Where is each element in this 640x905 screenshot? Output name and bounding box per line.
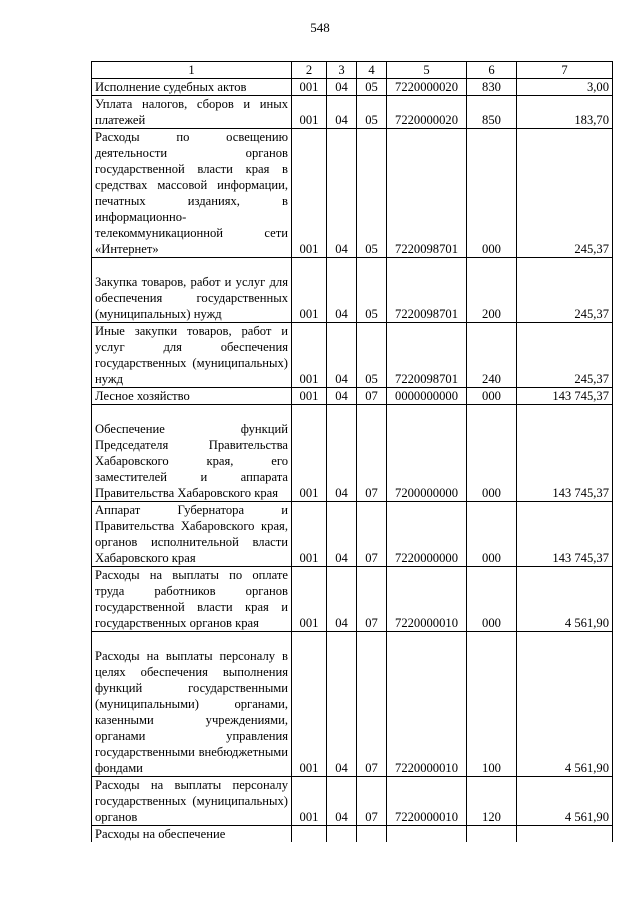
table-row (92, 96, 613, 129)
row-section-cell: 04 (327, 502, 357, 567)
row-section-cell: 04 (327, 632, 357, 777)
row-section-cell: 04 (327, 258, 357, 323)
row-section-cell: 04 (327, 388, 357, 405)
row-target-article-cell: 7220000020 (387, 79, 467, 96)
header-col-1: 1 (92, 62, 292, 79)
header-col-4: 4 (357, 62, 387, 79)
header-col-5: 5 (387, 62, 467, 79)
row-name-cell: Расходы по освещению деятельности органов государственной власти края в средствах массовой информации, печатных изданиях, в информационно-телекоммуникационной сети «Интернет» (92, 129, 292, 258)
row-expense-type-cell: 000 (467, 129, 517, 258)
row-name-cell: Обеспечение функций Председателя Правительства Хабаровского края, его заместителей и аппарата Правительства Хабаровского края (92, 405, 292, 502)
row-expense-type-cell: 000 (467, 388, 517, 405)
row-target-article-cell: 7220098701 (387, 258, 467, 323)
row-name-cell: Уплата налогов, сборов и иных платежей (92, 96, 292, 129)
row-section-cell: 04 (327, 405, 357, 502)
row-subsection-cell: 05 (357, 79, 387, 96)
row-section-cell: 04 (327, 96, 357, 129)
row-expense-type-cell: 100 (467, 632, 517, 777)
row-name-cell: Расходы на выплаты персоналу в целях обеспечения выполнения функций государственными (муниципальными) органами, казенными учреждениями, органами управления государственными внебюджетными фондами (92, 632, 292, 777)
row-section-cell (327, 826, 357, 843)
row-code-cell: 001 (292, 79, 327, 96)
row-code-cell: 001 (292, 258, 327, 323)
header-col-3: 3 (327, 62, 357, 79)
row-subsection-cell: 05 (357, 323, 387, 388)
row-expense-type-cell: 000 (467, 405, 517, 502)
row-amount-cell: 183,70 (517, 96, 613, 129)
page-number: 548 (310, 20, 330, 35)
table-row (92, 388, 613, 405)
row-subsection-cell: 07 (357, 405, 387, 502)
row-target-article-cell: 7220000020 (387, 96, 467, 129)
table-row (92, 567, 613, 632)
row-amount-cell: 143 745,37 (517, 405, 613, 502)
row-section-cell: 04 (327, 79, 357, 96)
row-target-article-cell: 7220098701 (387, 323, 467, 388)
row-amount-cell: 245,37 (517, 258, 613, 323)
row-name-cell: Лесное хозяйство (92, 388, 292, 405)
row-name-cell: Закупка товаров, работ и услуг для обеспечения государственных (муниципальных) нужд (92, 258, 292, 323)
row-code-cell: 001 (292, 323, 327, 388)
table-row (92, 258, 613, 323)
row-amount-cell: 4 561,90 (517, 632, 613, 777)
row-code-cell: 001 (292, 567, 327, 632)
row-expense-type-cell: 850 (467, 96, 517, 129)
row-amount-cell: 4 561,90 (517, 567, 613, 632)
row-code-cell (292, 826, 327, 843)
row-subsection-cell: 05 (357, 96, 387, 129)
row-target-article-cell: 7200000000 (387, 405, 467, 502)
header-col-7: 7 (517, 62, 613, 79)
row-subsection-cell: 05 (357, 129, 387, 258)
row-expense-type-cell: 120 (467, 777, 517, 826)
row-subsection-cell: 07 (357, 502, 387, 567)
row-code-cell: 001 (292, 129, 327, 258)
row-expense-type-cell: 200 (467, 258, 517, 323)
row-subsection-cell: 07 (357, 777, 387, 826)
table-row (92, 826, 613, 843)
row-name-cell: Расходы на обеспечение (92, 826, 292, 843)
row-target-article-cell: 7220000010 (387, 567, 467, 632)
row-name-cell: Расходы на выплаты персоналу государственных (муниципальных) органов (92, 777, 292, 826)
table-header-row (92, 62, 613, 79)
row-subsection-cell (357, 826, 387, 843)
row-amount-cell: 143 745,37 (517, 502, 613, 567)
row-amount-cell: 143 745,37 (517, 388, 613, 405)
row-section-cell: 04 (327, 777, 357, 826)
row-code-cell: 001 (292, 405, 327, 502)
row-section-cell: 04 (327, 129, 357, 258)
table-row (92, 632, 613, 777)
row-code-cell: 001 (292, 388, 327, 405)
row-amount-cell: 245,37 (517, 129, 613, 258)
row-code-cell: 001 (292, 632, 327, 777)
row-code-cell: 001 (292, 96, 327, 129)
header-col-6: 6 (467, 62, 517, 79)
row-amount-cell: 245,37 (517, 323, 613, 388)
row-target-article-cell: 7220098701 (387, 129, 467, 258)
row-name-cell: Иные закупки товаров, работ и услуг для обеспечения государственных (муниципальных) нужд (92, 323, 292, 388)
row-section-cell: 04 (327, 323, 357, 388)
table-row (92, 777, 613, 826)
row-subsection-cell: 07 (357, 388, 387, 405)
table-row (92, 129, 613, 258)
header-col-2: 2 (292, 62, 327, 79)
row-expense-type-cell: 830 (467, 79, 517, 96)
row-subsection-cell: 05 (357, 258, 387, 323)
row-name-cell: Аппарат Губернатора и Правительства Хабаровского края, органов исполнительной власти Хабаровского края (92, 502, 292, 567)
table-row (92, 502, 613, 567)
row-target-article-cell: 7220000000 (387, 502, 467, 567)
row-subsection-cell: 07 (357, 632, 387, 777)
row-amount-cell: 3,00 (517, 79, 613, 96)
row-name-cell: Исполнение судебных актов (92, 79, 292, 96)
row-amount-cell (517, 826, 613, 843)
row-expense-type-cell (467, 826, 517, 843)
row-amount-cell: 4 561,90 (517, 777, 613, 826)
budget-table (91, 61, 613, 842)
row-name-cell: Расходы на выплаты по оплате труда работников органов государственной власти края и государственных органов края (92, 567, 292, 632)
row-expense-type-cell: 000 (467, 502, 517, 567)
table-row (92, 323, 613, 388)
row-section-cell: 04 (327, 567, 357, 632)
row-code-cell: 001 (292, 777, 327, 826)
row-target-article-cell: 7220000010 (387, 632, 467, 777)
table-row (92, 79, 613, 96)
row-expense-type-cell: 000 (467, 567, 517, 632)
row-target-article-cell: 7220000010 (387, 777, 467, 826)
row-expense-type-cell: 240 (467, 323, 517, 388)
row-target-article-cell: 0000000000 (387, 388, 467, 405)
table-row (92, 405, 613, 502)
row-target-article-cell (387, 826, 467, 843)
row-subsection-cell: 07 (357, 567, 387, 632)
row-code-cell: 001 (292, 502, 327, 567)
